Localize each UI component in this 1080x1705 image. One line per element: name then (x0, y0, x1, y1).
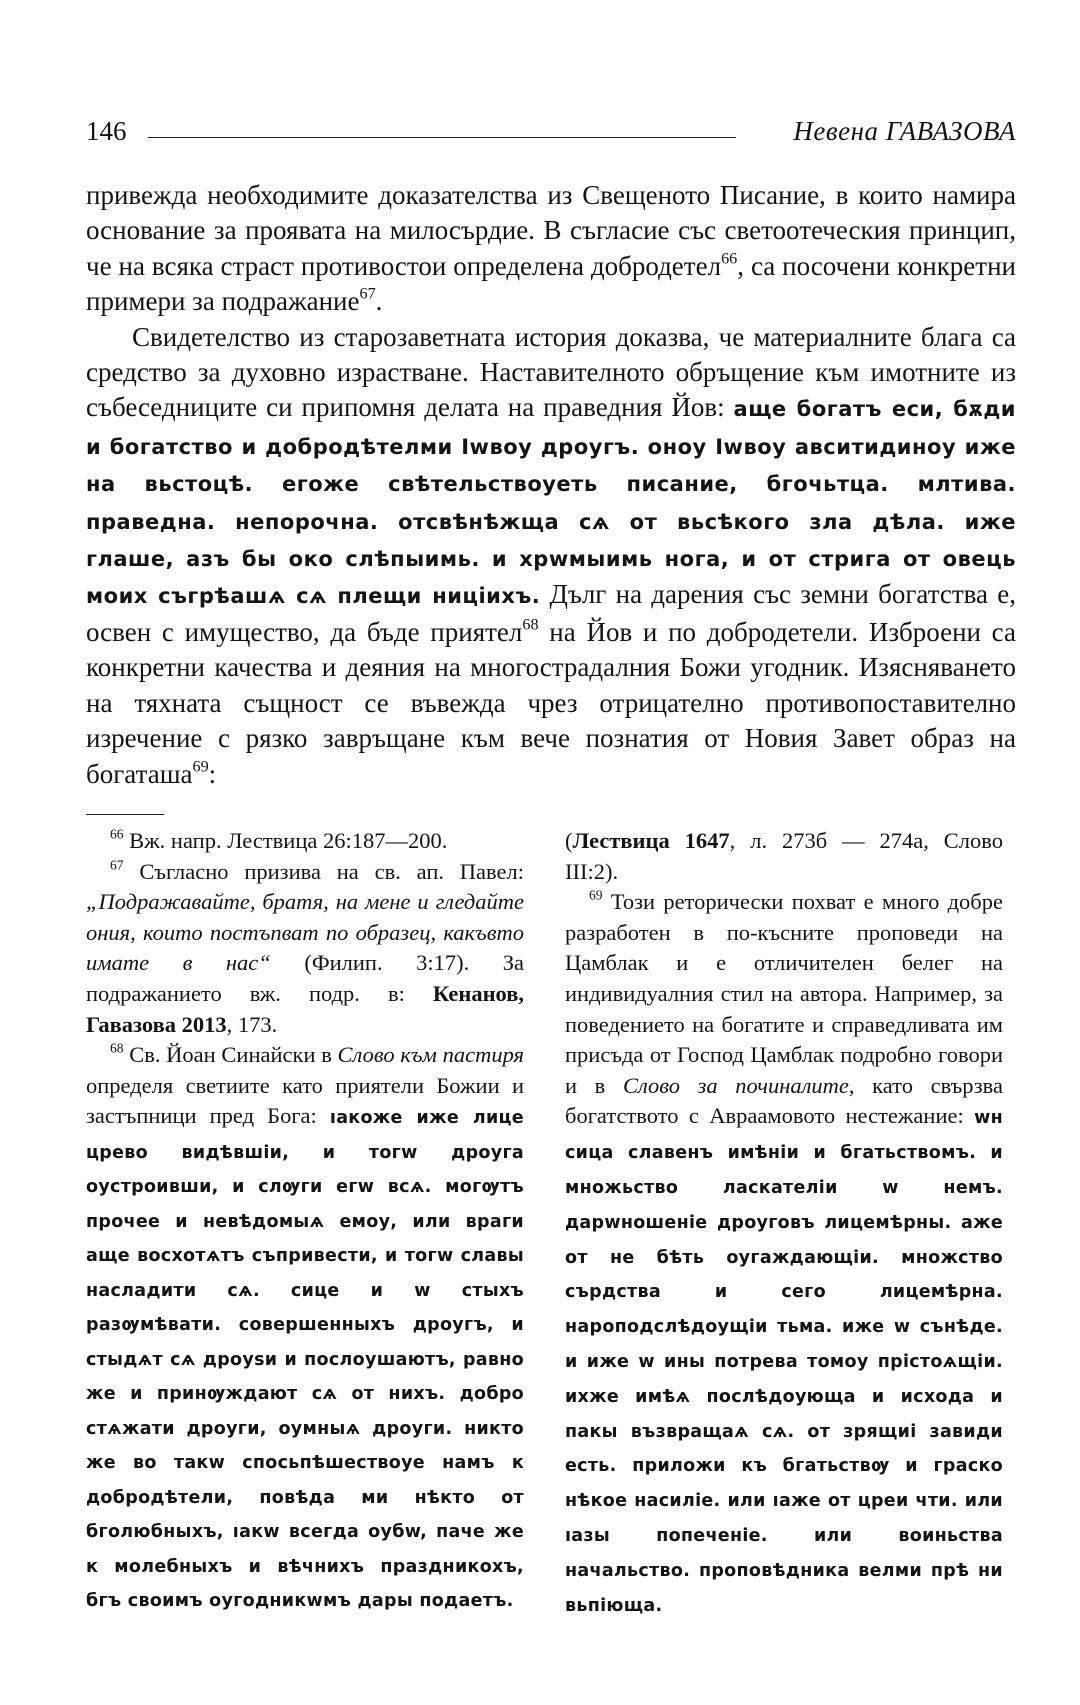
footnote-number: 67 (110, 857, 124, 873)
main-text (86, 178, 1016, 792)
footnote-69 (565, 887, 1003, 1623)
header-rule (148, 137, 736, 138)
footnote-text: Св. Йоан Синайски в (123, 1042, 338, 1068)
footnote-text: Този реторически похват е много добре разработен в по-късните проповеди на Цамблак и е отличителен белег на индивидуалния стил на автора. Например, за поведението на богатите и справедливата им присъда от Господ Цамблак подробно говори и в (565, 889, 1003, 1098)
footnote-number: 68 (110, 1040, 124, 1056)
footnotes-right-column (565, 826, 1003, 1623)
footnote-ref-67[interactable]: 67 (359, 284, 376, 303)
footnote-text: (Филип. 3:17). За подражанието вж. подр. в: (86, 950, 524, 1006)
text: Свидетелство из старозаветната история доказва, че материалните блага са средство за духовно израстване. Наставителното обръщение към имотните из събеседниците си припомня делата на праведния Йов: (86, 321, 1016, 423)
bibliography-ref: Кенанов, Гавазова 2013 (86, 980, 524, 1037)
footnote-66 (86, 826, 524, 857)
footnote-ref-68[interactable]: 68 (522, 615, 539, 634)
text: : (208, 758, 217, 789)
church-slavonic-quote: ıакоже иже лице црево видѣвшiи, и тогw дроуга оустроивши, и слѹги егw всѧ. могѹтъ прочее и невѣдомыѧ емоу, или враги аще восхотѧтъ съпривести, и тогw славы насладити сѧ. сице и w стыхъ разѹмѣвати. совершенныхъ дроугъ, и стыдѧт сѧ дроуѕи и послоушаютъ, равно же и принѹждают сѧ от нихъ. добро стѧжати дроуги, оумныѧ дроуги. никто же во такw спосьпѣшествоуе намъ к добродѣтели, повѣда ми нѣкто от бголюбныхъ, ıакw всегда оубw, паче же к молебныхъ и вѣчнихъ праздникохъ, бгъ своимъ оугодникwмъ дары подаетъ. (86, 1108, 524, 1612)
footnotes-left-column (86, 826, 524, 1619)
page-number: 146 (86, 116, 127, 146)
footnote-ref-66[interactable]: 66 (721, 249, 738, 268)
work-title: Слово към пастиря (337, 1042, 524, 1068)
footnote-ref-69[interactable]: 69 (192, 757, 209, 776)
running-header (86, 116, 1016, 150)
text: привежда необходимите доказателства из Свещеното Писание, в които намира основание за проявата на милосърдие. В съгласие със светоотеческия принцип, че на всяка страст противостои определена добродетел (86, 180, 1016, 281)
footnote-text: , л. 273б — 274а, Слово III:2). (565, 828, 1003, 884)
footnote-text: , 173. (226, 1011, 278, 1037)
paragraph-2 (86, 320, 1016, 792)
text: на Йов и по добродетели. Изброени са конкретни качества и деяния на многострадалния Божи угодник. Изясняването на тяхната същност се въвежда чрез отрицателно противопоставително изречение с рязко завръщане към вече познатия от Новия Завет образ на богаташа (86, 616, 1016, 789)
footnote-text: Вж. напр. Лествица 26:187—200. (123, 828, 448, 853)
footnote-text: , като свързва богатството с Авраамовото нестежание: (565, 1072, 1003, 1129)
footnote-67 (86, 857, 524, 1041)
bibliography-ref: Лествица 1647 (572, 828, 730, 853)
footnote-number: 69 (589, 887, 603, 903)
footnote-text: определя светиите като приятели Божии и застъпници пред Бога: (86, 1072, 524, 1129)
footnote-rule (86, 814, 164, 815)
footnote-number: 66 (110, 826, 124, 842)
paragraph-1 (86, 178, 1016, 320)
text: . (375, 286, 383, 317)
text: Дълг на дарения със земни богатства е, освен с имущество, да бъде приятел (86, 579, 1016, 647)
church-slavonic-quote: wн сица славенъ имѣнiи и бгатьствомъ. и множьство ласкателiи w немъ. дарwношенiе дроуговъ лицемѣрны. аже от не бѣть оугаждающiи. множство сърдства и сего лицемѣрна. нароподслѣдоущiи тьма. иже w сънѣде. и иже w ины потрева томоу прiстоѧщiи. ихже имѣѧ послѣдоующа и исхода и пакы възвращаѧ сѧ. от зрящиi завиди есть. приложи къ бгатьствѹ и граско нѣкое насилiе. или ıаже от цреи чти. или ıазы попеченiе. или воиньства начальство. проповѣдника велми прѣ ни вьпiюща. (565, 1108, 1003, 1616)
footnote-68 (86, 1040, 524, 1619)
church-slavonic-quote: аще богатъ еси, бѫди и богатство и добродѣтелми Iwвоу дроугъ. оноу Iwвоу авситидиноу иже на вьстоцѣ. егоже свѣтельствоуеть писание, бгочьтца. млтива. праведна. непорочна. отсвѣнѣжща сѧ от вьсѣкого зла дѣла. иже глаше, азъ бы око слѣпыимь. и хрwмыимь нога, и от стрига от овець моих съгрѣашѧ сѧ плещи ницiихъ. (86, 397, 1016, 609)
footnote-text: Съгласно призива на св. ап. Павел: (123, 858, 524, 884)
text: , са посочени конкретни примери за подражание (86, 250, 1016, 317)
bible-quote: „Подражавайте, братя, на мене и гледайте ония, които постъпват по образец, какъвто имате в нас“ (86, 889, 524, 976)
running-head-author: Невена ГАВАЗОВА (793, 116, 1016, 146)
footnote-68-continuation: (Лествица 1647, л. 273б — 274а, Слово III:2). (565, 828, 1003, 884)
work-title: Слово за починалите (622, 1072, 849, 1098)
